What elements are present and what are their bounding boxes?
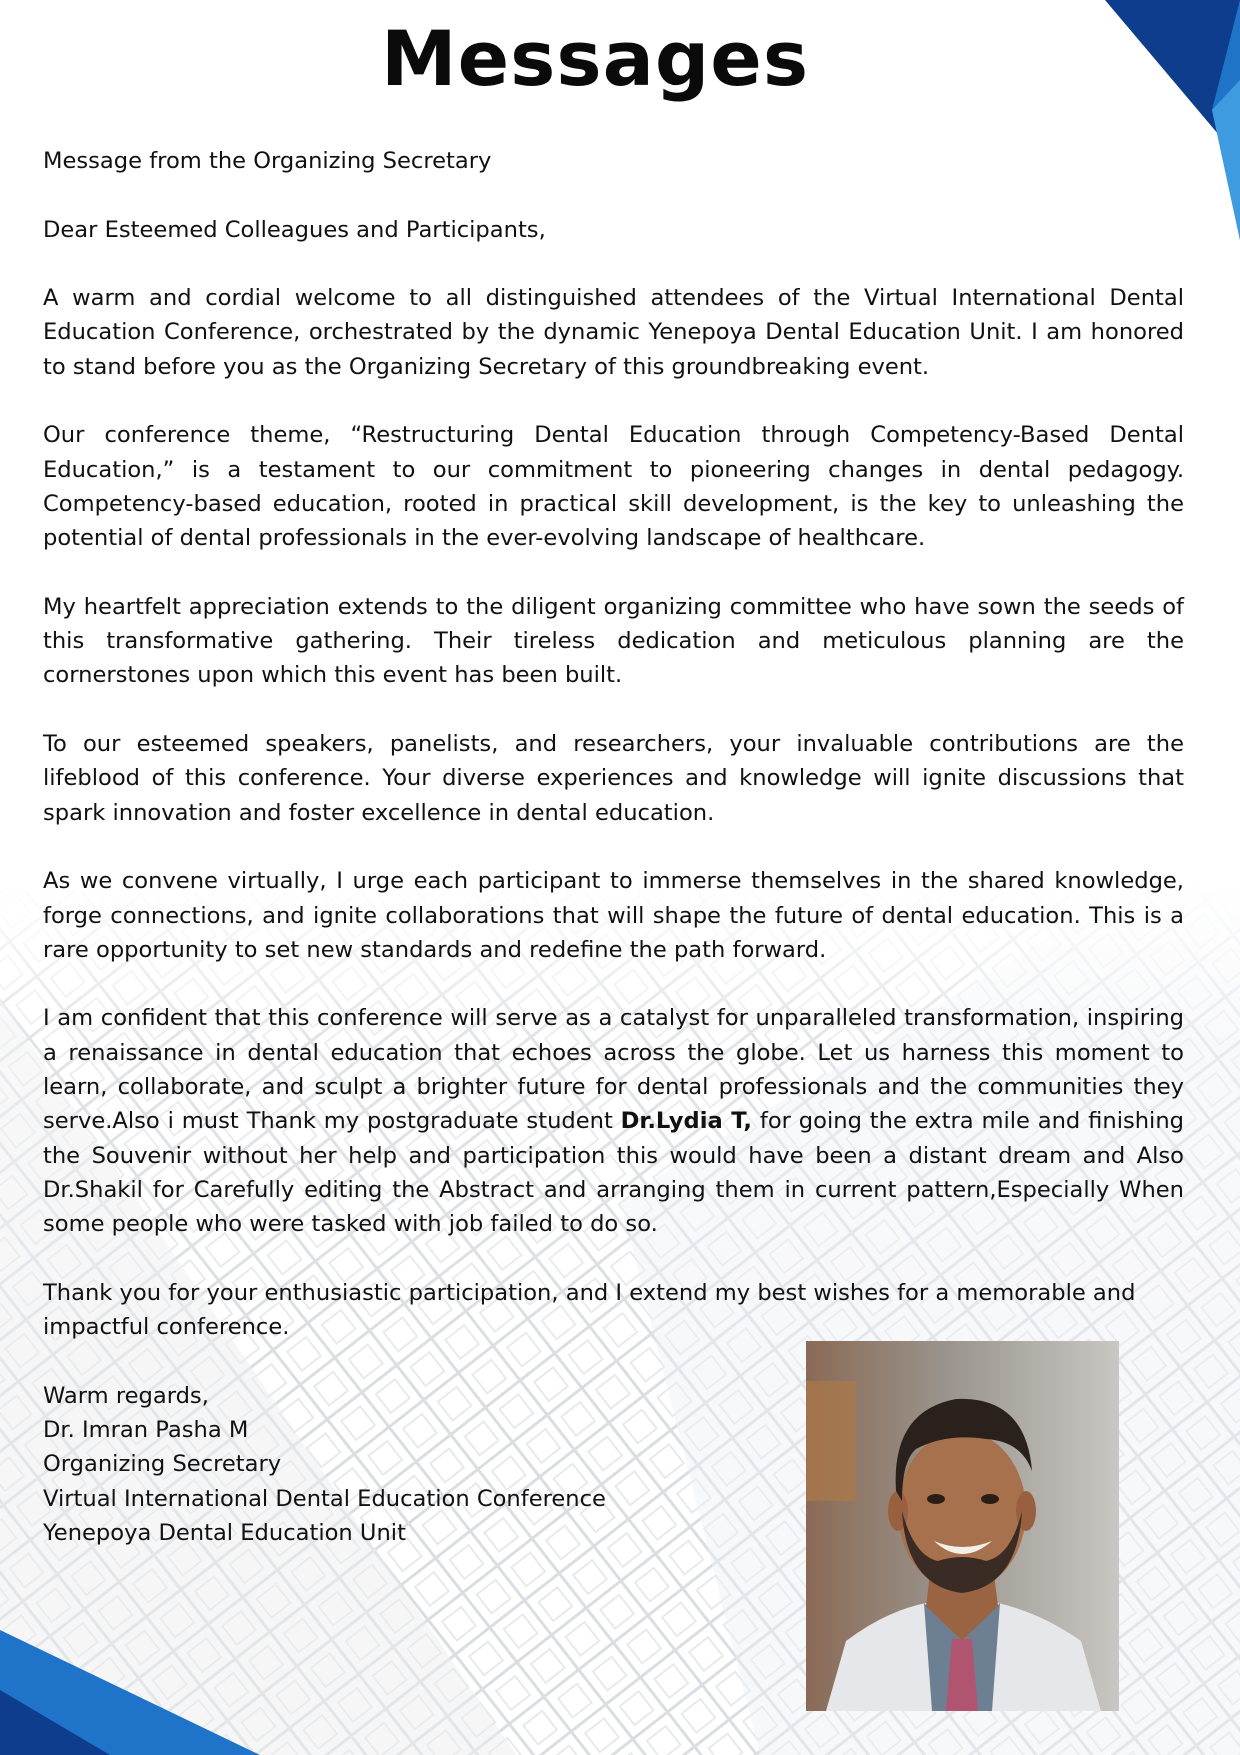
acknowledgement-text-end: for going the extra mile and finishing the Souvenir without her help and participation this would have been a distant dream and Also Dr.Shakil for Carefully editing the Abstract and arranging them in current pattern,Especially When some people who were tasked with job failed to do so.	[43, 1108, 1184, 1238]
signature-event: Virtual International Dental Education Conference	[43, 1485, 606, 1512]
page-title: Messages	[380, 14, 810, 103]
acknowledgement-text-start: I am confident that this conference will serve as a catalyst for unparalleled transformation, inspiring a renaissance in dental education that echoes across the globe. Let us harness this moment to learn, collaborate, and sculpt a brighter future for dental professionals and the communities they serve.Also i must Thank my postgraduate student	[43, 1005, 1184, 1135]
signature-role: Organizing Secretary	[43, 1451, 282, 1478]
paragraph-speakers: To our esteemed speakers, panelists, and researchers, your invaluable contributions are the lifeblood of this conference. Your diverse experiences and knowledge will ignite discussions that spark innovation and foster excellence in dental education.	[43, 731, 1184, 826]
signature-closing: Warm regards,	[43, 1382, 209, 1409]
student-name: Dr.Lydia T,	[620, 1108, 753, 1135]
paragraph-thanks: Thank you for your enthusiastic participation, and I extend my best wishes for a memorable and impactful conference.	[43, 1279, 1136, 1341]
signature-name: Dr. Imran Pasha M	[43, 1416, 249, 1443]
portrait-icon	[806, 1341, 1119, 1711]
paragraph-acknowledgement	[43, 1001, 1184, 1241]
message-heading: Message from the Organizing Secretary	[43, 148, 492, 174]
salutation: Dear Esteemed Colleagues and Participants,	[43, 216, 546, 243]
paragraph-participants: As we convene virtually, I urge each participant to immerse themselves in the shared knowledge, forge connections, and ignite collaborations that will shape the future of dental education. This is a rare opportunity to set new standards and redefine the path forward.	[43, 868, 1184, 963]
author-photo	[806, 1341, 1119, 1711]
message-body	[43, 144, 1184, 1550]
signature-unit: Yenepoya Dental Education Unit	[43, 1519, 406, 1546]
paragraph-welcome: A warm and cordial welcome to all distinguished attendees of the Virtual International Dental Education Conference, orchestrated by the dynamic Yenepoya Dental Education Unit. I am honored to stand before you as the Organizing Secretary of this groundbreaking event.	[43, 285, 1184, 380]
paragraph-theme: Our conference theme, “Restructuring Dental Education through Competency-Based Dental Education,” is a testament to our commitment to pioneering changes in dental pedagogy. Competency-based education, rooted in practical skill development, is the key to unleashing the potential of dental professionals in the ever-evolving landscape of healthcare.	[43, 422, 1184, 552]
paragraph-committee: My heartfelt appreciation extends to the diligent organizing committee who have sown the seeds of this transformative gathering. Their tireless dedication and meticulous planning are the cornerstones upon which this event has been built.	[43, 593, 1184, 689]
